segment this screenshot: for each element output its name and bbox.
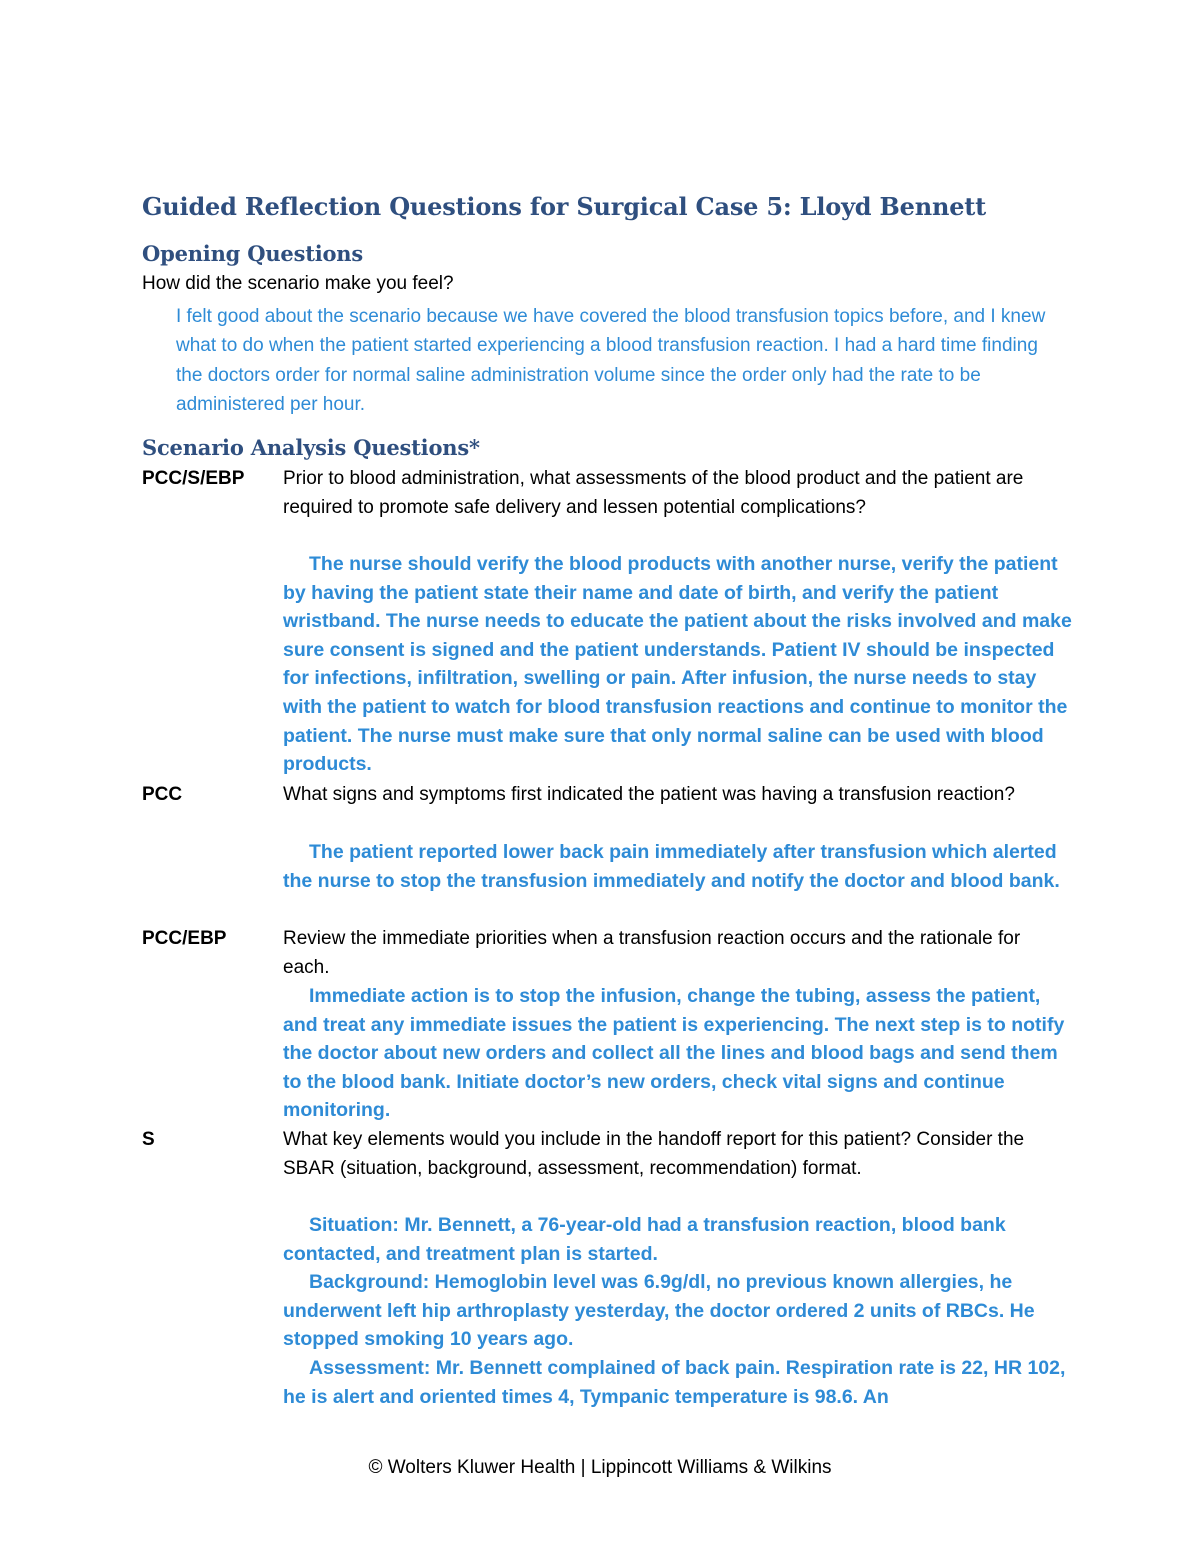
answer-paragraph: The patient reported lower back pain immediately after transfusion which alerted the nurse to stop the transfusion immediately and notify the doctor and blood bank. bbox=[283, 841, 1060, 892]
document-title: Guided Reflection Questions for Surgical Case 5: Lloyd Bennett bbox=[142, 192, 987, 221]
analysis-answer bbox=[283, 982, 1073, 1125]
analysis-question: Review the immediate priorities when a transfusion reaction occurs and the rationale for each. bbox=[283, 928, 1021, 978]
answer-paragraph-background: Background: Hemoglobin level was 6.9g/dl, no previous known allergies, he underwent left hip arthroplasty yesterday, the doctor ordered 2 units of RBCs. He stopped smoking 10 years ago. bbox=[283, 1271, 1035, 1351]
answer-paragraph-situation: Situation: Mr. Bennett, a 76-year-old had a transfusion reaction, blood bank contacted, and treatment plan is started. bbox=[283, 1214, 1006, 1265]
competency-tag: PCC/EBP bbox=[142, 928, 227, 949]
opening-question: How did the scenario make you feel? bbox=[142, 273, 454, 294]
opening-answer: I felt good about the scenario because we have covered the blood transfusion topics before, and I knew what to do when the patient started experiencing a blood transfusion reaction. I had a hard time finding the doctors order for normal saline administration volume since the order only had the rate to be administered per hour. bbox=[176, 306, 1046, 416]
competency-tag: PCC/S/EBP bbox=[142, 468, 245, 489]
analysis-question: Prior to blood administration, what assessments of the blood product and the patient are required to promote safe delivery and lessen potential complications? bbox=[283, 468, 1024, 518]
answer-paragraph: Immediate action is to stop the infusion, change the tubing, assess the patient, and treat any immediate issues the patient is experiencing. The next step is to notify the doctor about new orders and collect all the lines and blood bags and send them to the blood bank. Initiate doctor’s new orders, check vital signs and continue monitoring. bbox=[283, 985, 1065, 1122]
competency-tag: S bbox=[142, 1129, 155, 1150]
scenario-analysis-heading: Scenario Analysis Questions* bbox=[142, 435, 480, 460]
copyright-footer: © Wolters Kluwer Health | Lippincott Williams & Wilkins bbox=[368, 1457, 832, 1478]
analysis-question: What signs and symptoms first indicated the patient was having a transfusion reaction? bbox=[283, 784, 1015, 805]
answer-paragraph-assessment: Assessment: Mr. Bennett complained of back pain. Respiration rate is 22, HR 102, he is alert and oriented times 4, Tympanic temperature is 98.6. An bbox=[283, 1356, 1066, 1408]
competency-tag: PCC bbox=[142, 784, 183, 805]
answer-paragraph: The nurse should verify the blood products with another nurse, verify the patient by having the patient state their name and date of birth, and verify the patient wristband. The nurse needs to educate the patient about the risks involved and make sure consent is signed and the patient understands. Patient IV should be inspected for infections, infiltration, swelling or pain. After infusion, the nurse needs to stay with the patient to watch for blood transfusion reactions and continue to monitor the patient. The nurse must make sure that only normal saline can be used with blood products. bbox=[283, 553, 1072, 776]
analysis-answer bbox=[283, 550, 1073, 779]
opening-questions-heading: Opening Questions bbox=[142, 241, 363, 266]
analysis-question: What key elements would you include in the handoff report for this patient? Consider the SBAR (situation, background, assessment, recommendation) format. bbox=[283, 1129, 1025, 1179]
analysis-answer bbox=[283, 1211, 1073, 1411]
analysis-answer bbox=[283, 838, 1073, 895]
